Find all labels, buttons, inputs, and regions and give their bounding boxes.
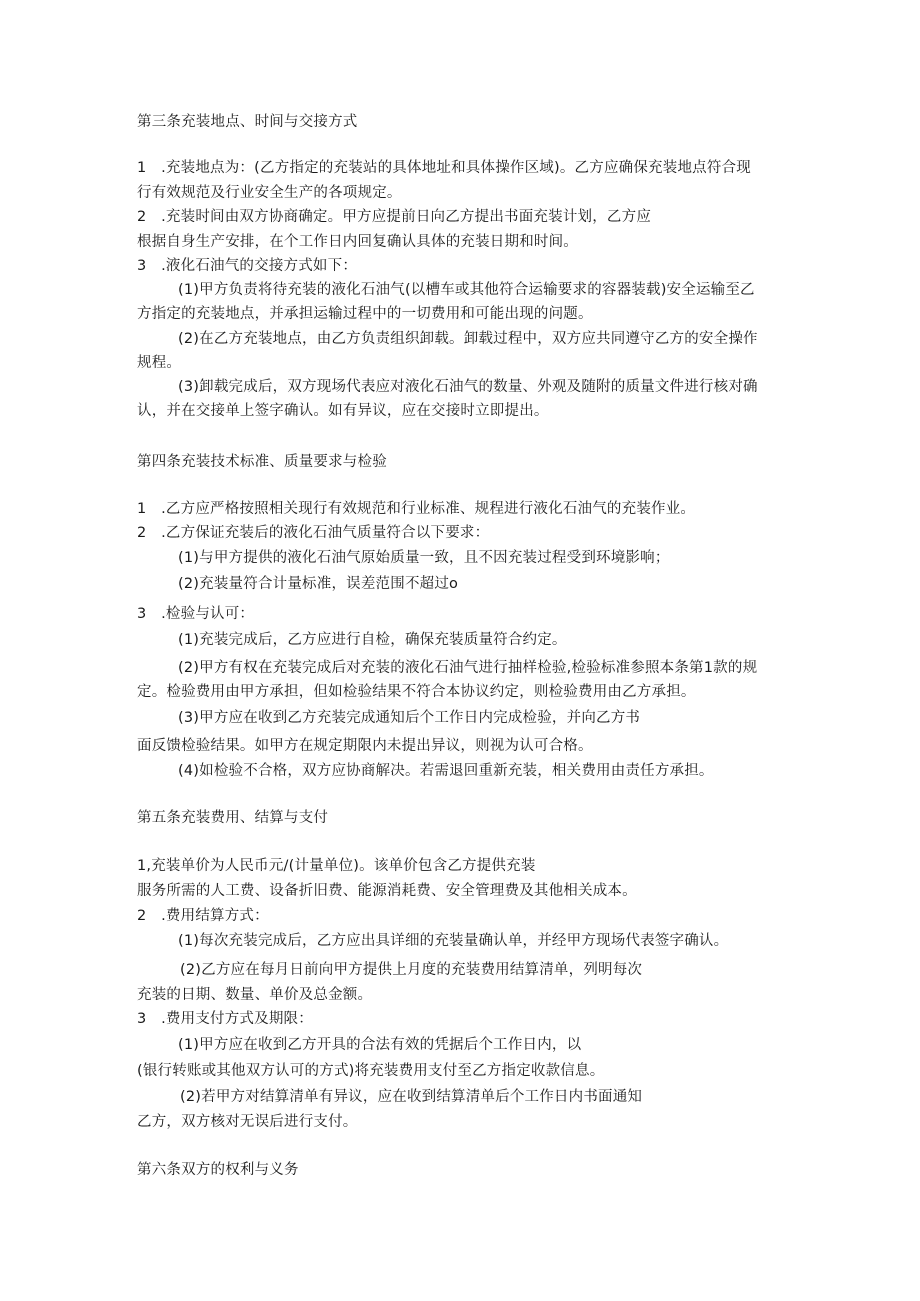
section-heading-5: 第五条充装费用、结算与支付 [137,810,329,826]
paragraph-line: 1,充装单价为人民币元/(计量单位)。该单价包含乙方提供充装 [137,858,536,874]
paragraph-line: (2)若甲方对结算清单有异议，应在收到结算清单后个工作日内书面通知 [180,1089,643,1105]
section-heading-4: 第四条充装技术标准、质量要求与检验 [137,454,387,470]
paragraph-line: 2 .费用结算方式： [137,908,269,924]
paragraph-line: 乙方，双方核对无误后进行支付。 [137,1114,358,1130]
paragraph-line: (1)与甲方提供的液化石油气原始质量一致，且不因充装过程受到环境影响； [178,550,670,566]
section-heading-6: 第六条双方的权利与义务 [137,1162,299,1178]
paragraph-line: (银行转账或其他双方认可的方式)将充装费用支付至乙方指定收款信息。 [137,1063,605,1079]
paragraph-line: 方指定的充装地点，并承担运输过程中的一切费用和可能出现的问题。 [137,306,593,322]
paragraph-line: (1)甲方负责将待充装的液化石油气(以槽车或其他符合运输要求的容器装载)安全运输至乙 [178,282,755,298]
paragraph-line: (1)充装完成后，乙方应进行自检，确保充装质量符合约定。 [178,632,567,648]
paragraph-line: (2)充装量符合计量标准，误差范围不超过o [178,576,459,592]
paragraph-line: 规程。 [137,355,182,371]
paragraph-line: 面反馈检验结果。如甲方在规定期限内未提出异议，则视为认可合格。 [137,738,593,754]
paragraph-line: (1)甲方应在收到乙方开具的合法有效的凭据后个工作日内，以 [178,1037,582,1053]
paragraph-line: 根据自身生产安排，在个工作日内回复确认具体的充装日期和时间。 [137,234,578,250]
section-heading-3: 第三条充装地点、时间与交接方式 [137,114,358,130]
paragraph-line: (3)卸载完成后，双方现场代表应对液化石油气的数量、外观及随附的质量文件进行核对确 [178,379,758,395]
paragraph-line: (1)每次充装完成后，乙方应出具详细的充装量确认单，并经甲方现场代表签字确认。 [178,933,729,949]
paragraph-line: 1 .充装地点为：(乙方指定的充装站的具体地址和具体操作区域)。乙方应确保充装地点符合现 [137,160,751,176]
paragraph-line: (3)甲方应在收到乙方充装完成通知后个工作日内完成检验，并向乙方书 [178,710,641,726]
paragraph-line: 行有效规范及行业安全生产的各项规定。 [137,185,402,201]
paragraph-line: (2)在乙方充装地点，由乙方负责组织卸载。卸载过程中，双方应共同遵守乙方的安全操作 [178,331,758,347]
paragraph-line: 认，并在交接单上签字确认。如有异议，应在交接时立即提出。 [137,403,549,419]
paragraph-line: 充装的日期、数量、单价及总金额。 [137,987,373,1003]
paragraph-line: 1 .乙方应严格按照相关现行有效规范和行业标准、规程进行液化石油气的充装作业。 [137,501,696,517]
paragraph-line: (2)甲方有权在充装完成后对充装的液化石油气进行抽样检验,检验标准参照本条第1款的规 [178,660,758,676]
paragraph-line: 3 .液化石油气的交接方式如下： [137,258,358,274]
paragraph-line: 定。检验费用由甲方承担，但如检验结果不符合本协议约定，则检验费用由乙方承担。 [137,684,696,700]
paragraph-line: 服务所需的人工费、设备折旧费、能源消耗费、安全管理费及其他相关成本。 [137,883,637,899]
paragraph-line: 3 .费用支付方式及期限： [137,1011,313,1027]
paragraph-line: 3 .检验与认可： [137,606,255,622]
paragraph-line: (2)乙方应在每月日前向甲方提供上月度的充装费用结算清单，列明每次 [180,962,643,978]
paragraph-line: (4)如检验不合格，双方应协商解决。若需退回重新充装，相关费用由责任方承担。 [178,763,714,779]
paragraph-line: 2 .乙方保证充装后的液化石油气质量符合以下要求： [137,525,490,541]
paragraph-line: 2 .充装时间由双方协商确定。甲方应提前日向乙方提出书面充装计划，乙方应 [137,209,652,225]
